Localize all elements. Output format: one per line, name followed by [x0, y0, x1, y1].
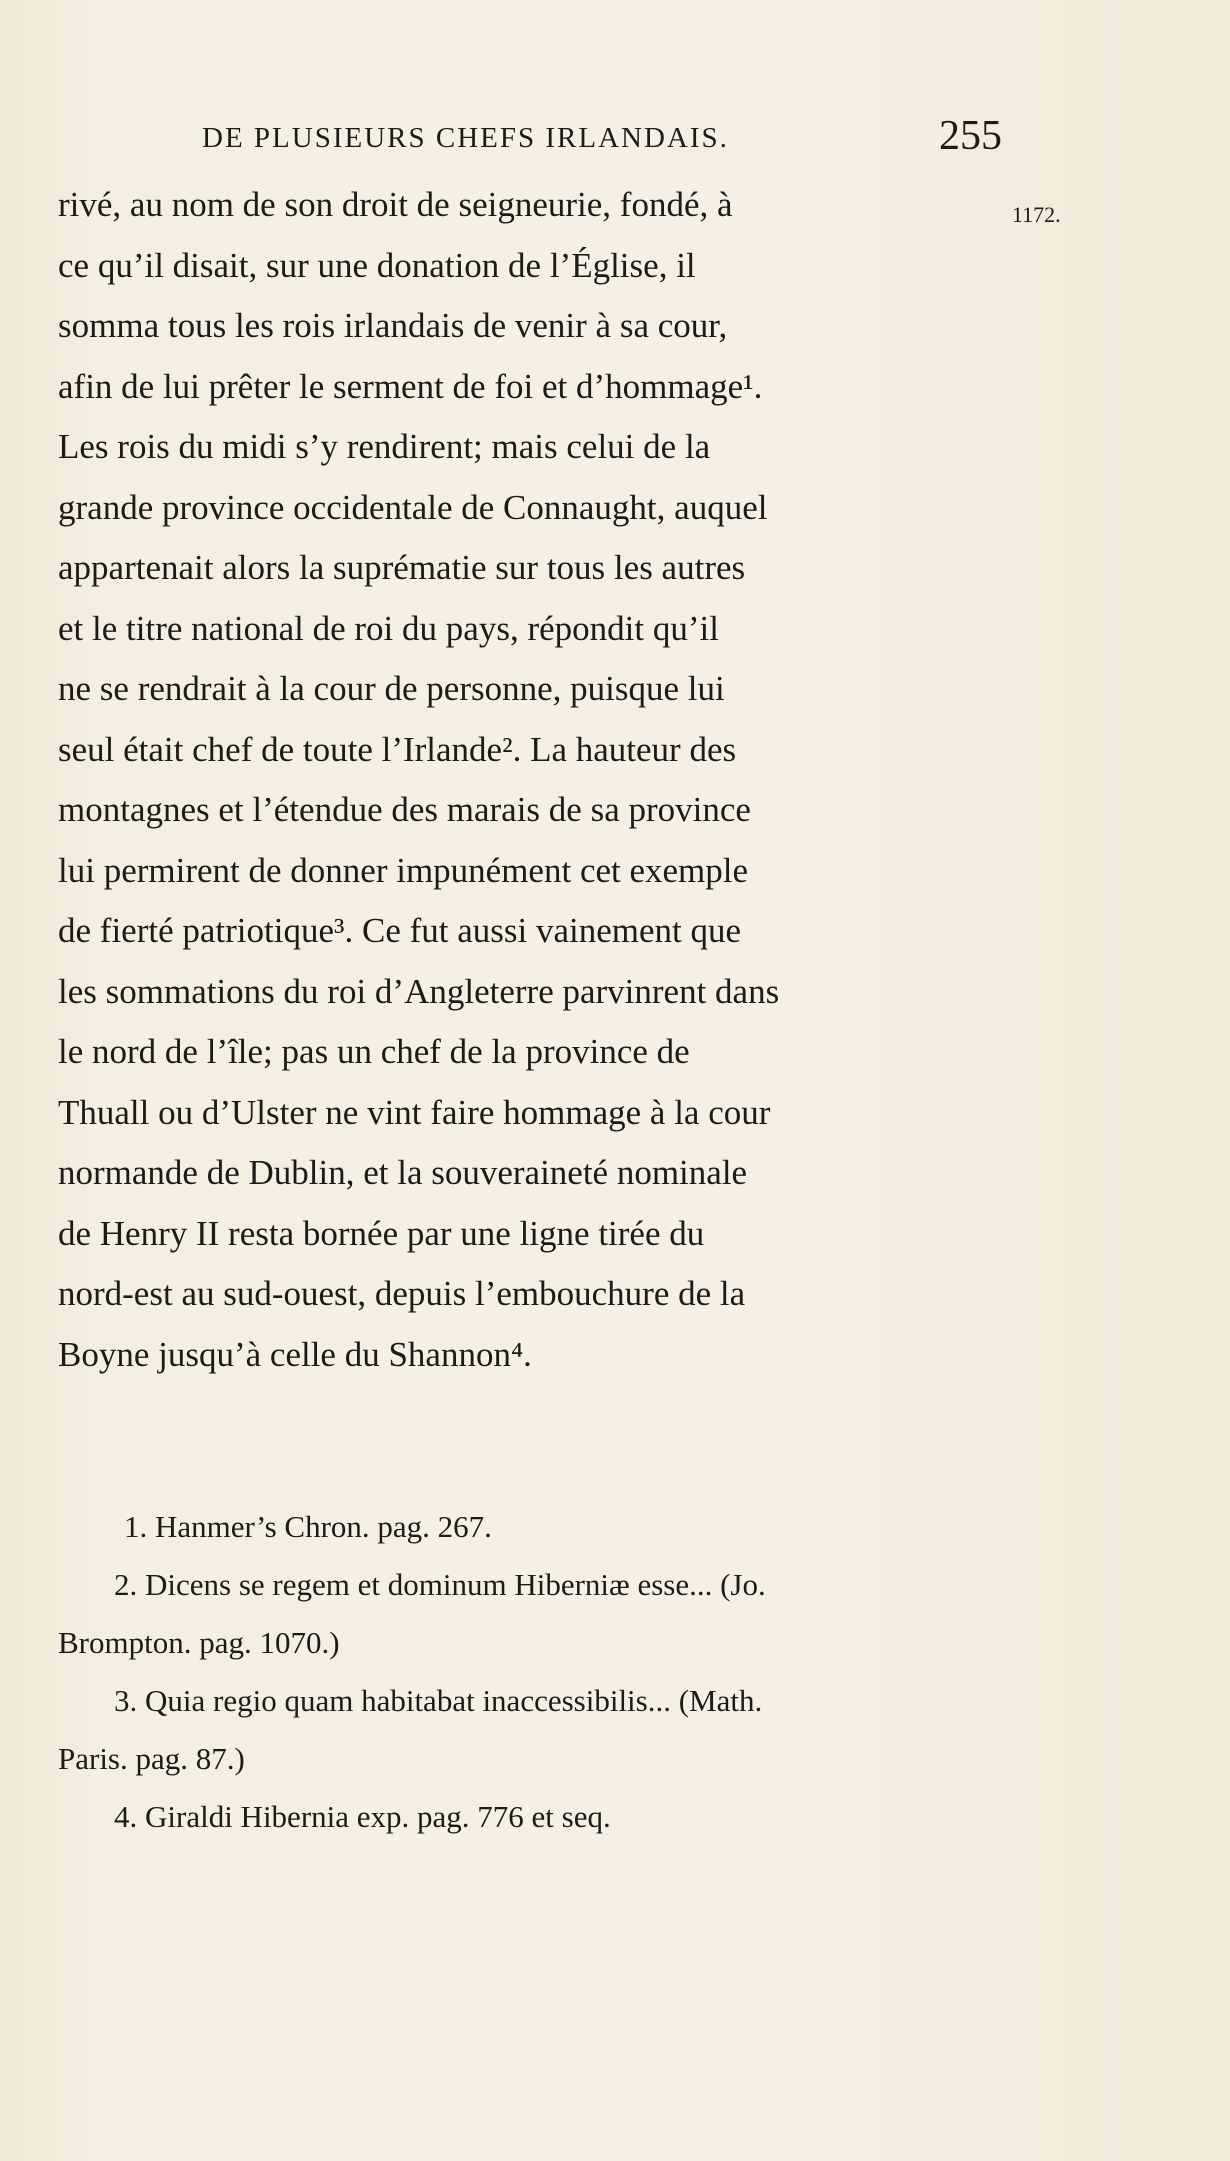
text-line: de fierté patriotique³. Ce fut aussi vainement que — [58, 911, 742, 950]
text-line: rivé, au nom de son droit de seigneurie, fondé, à — [58, 185, 733, 224]
text-line: seul était chef de toute l’Irlande². La hauteur des — [58, 729, 737, 769]
footnote-1: 1. Hanmer’s Chron. pag. 267. — [124, 1509, 492, 1544]
text-line: et le titre national de roi du pays, répondit qu’il — [58, 608, 719, 648]
text-line: les sommations du roi d’Angleterre parvinrent dans — [58, 971, 780, 1011]
footnote-3: 3. Quia regio quam habitabat inaccessibilis... (Math. — [114, 1683, 763, 1718]
footnote-2: 2. Dicens se regem et dominum Hiberniæ esse... (Jo. — [114, 1567, 766, 1602]
text-line: Les rois du midi s’y rendirent; mais celui de la — [58, 427, 711, 466]
body-text — [58, 175, 1018, 1385]
text-line: grande province occidentale de Connaught, auquel — [58, 487, 768, 527]
text-line: somma tous les rois irlandais de venir à sa cour, — [58, 306, 728, 345]
footnote-3-continued: Paris. pag. 87.) — [58, 1741, 245, 1776]
page-number: 255 — [939, 113, 1002, 159]
text-line: de Henry II resta bornée par une ligne tirée du — [58, 1213, 705, 1253]
text-line: ne se rendrait à la cour de personne, puisque lui — [58, 669, 725, 708]
footnotes — [58, 1498, 1048, 1846]
running-head: DE PLUSIEURS CHEFS IRLANDAIS. — [202, 122, 729, 154]
text-line: ce qu’il disait, sur une donation de l’Église, il — [58, 245, 696, 285]
text-line: nord-est au sud-ouest, depuis l’embouchure de la — [58, 1274, 746, 1313]
text-line: montagnes et l’étendue des marais de sa province — [58, 790, 751, 829]
footnote-2-continued: Brompton. pag. 1070.) — [58, 1625, 340, 1660]
text-line: lui permirent de donner impunément cet exemple — [58, 850, 749, 890]
text-line: Boyne jusqu’à celle du Shannon⁴. — [58, 1334, 532, 1374]
text-line: le nord de l’île; pas un chef de la province de — [58, 1032, 690, 1071]
footnote-4: 4. Giraldi Hibernia exp. pag. 776 et seq. — [114, 1799, 611, 1834]
text-line: normande de Dublin, et la souveraineté nominale — [58, 1153, 748, 1192]
text-line: appartenait alors la suprématie sur tous les autres — [58, 548, 746, 587]
text-line: Thuall ou d’Ulster ne vint faire hommage à la cour — [58, 1092, 771, 1132]
text-line: afin de lui prêter le serment de foi et d’hommage¹. — [58, 366, 763, 406]
margin-year-note: 1172. — [1012, 202, 1061, 227]
page-header — [202, 112, 1002, 162]
